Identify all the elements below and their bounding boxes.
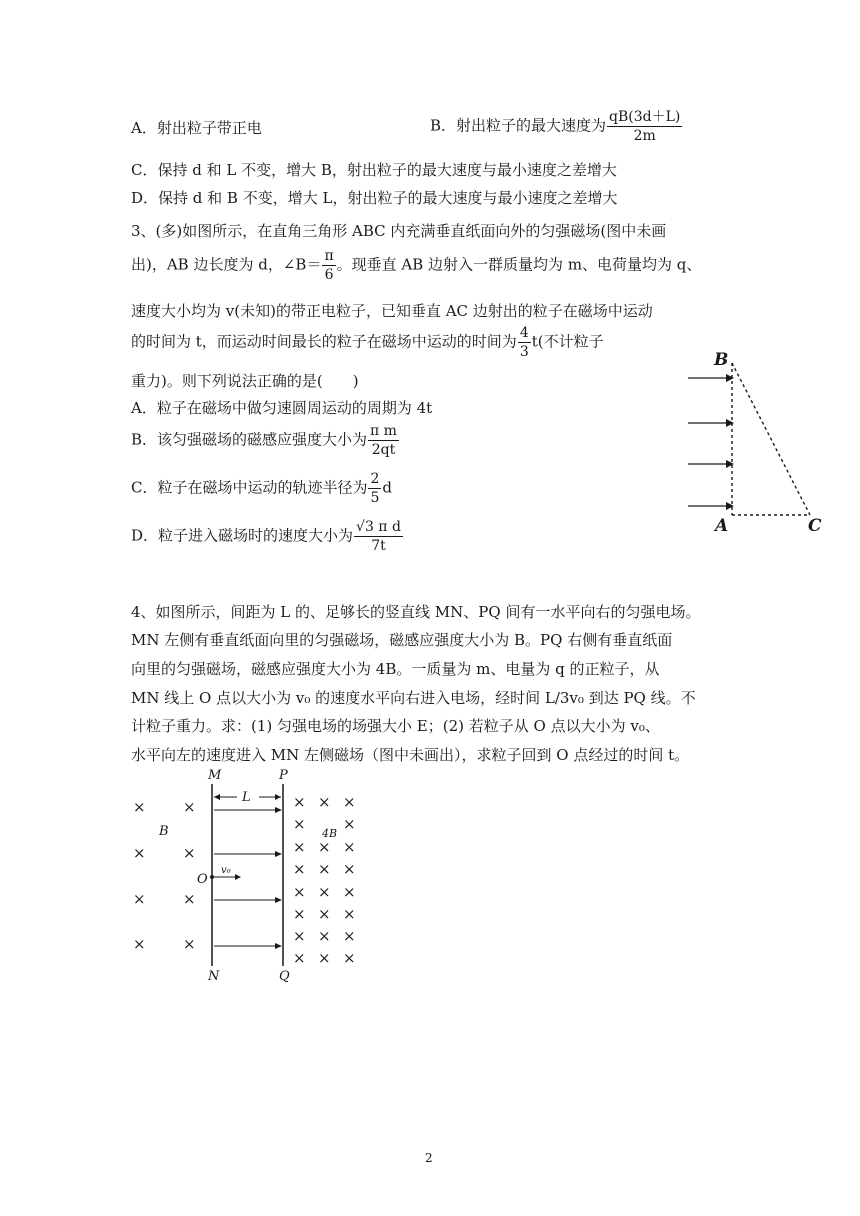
q3-line-4 (131, 324, 604, 361)
q3-triangle-figure (680, 345, 830, 535)
svg-text:×: × (183, 935, 196, 953)
triangle-edges (732, 363, 810, 515)
fraction-numerator: qB(3d＋L) (609, 109, 681, 125)
svg-text:×: × (293, 949, 306, 967)
right-field-crosses (293, 793, 356, 967)
electric-field-arrows (214, 807, 282, 949)
arrowhead (726, 419, 734, 427)
label-o: O (197, 872, 208, 887)
svg-text:×: × (293, 860, 306, 878)
svg-text:×: × (318, 905, 331, 923)
svg-text:×: × (293, 905, 306, 923)
q2-option-b-fraction (607, 108, 682, 145)
svg-text:×: × (343, 838, 356, 856)
svg-text:×: × (293, 815, 306, 833)
q4-field-figure (125, 766, 370, 986)
q4-line-5: 计粒子重力。求：(1) 匀强电场的场强大小 E；(2) 若粒子从 O 点以大小为 v₀、 (131, 717, 660, 735)
svg-text:×: × (318, 883, 331, 901)
svg-text:×: × (343, 815, 356, 833)
svg-text:×: × (343, 860, 356, 878)
svg-text:×: × (343, 949, 356, 967)
fraction-denominator: 7t (371, 538, 386, 554)
svg-text:×: × (318, 793, 331, 811)
edge-bc (732, 363, 810, 515)
fraction-denominator: 2m (633, 128, 656, 144)
q2-option-b (430, 108, 683, 145)
q3-option-c (131, 470, 392, 507)
svg-text:×: × (318, 838, 331, 856)
q3-option-a: A．粒子在磁场中做匀速圆周运动的周期为 4t (131, 399, 433, 417)
q4-line-6: 水平向左的速度进入 MN 左侧磁场（图中未画出），求粒子回到 O 点经过的时间 t。 (131, 746, 690, 764)
q3-time-fraction (518, 324, 531, 361)
svg-text:×: × (183, 798, 196, 816)
q2-option-a: A．射出粒子带正电 (131, 119, 262, 137)
svg-text:×: × (133, 935, 146, 953)
fraction-numerator: 4 (519, 325, 529, 341)
vertex-c-label: C (808, 516, 822, 535)
q3-option-b-text: B．该匀强磁场的磁感应强度大小为 (131, 430, 368, 449)
fraction-numerator: π m (370, 423, 397, 439)
velocity-arrowhead (235, 874, 241, 880)
arrowhead (726, 502, 734, 510)
q4-line-2: MN 左侧有垂直纸面向里的匀强磁场，磁感应强度大小为 B。PQ 右侧有垂直纸面 (131, 631, 673, 649)
q3-line-4-b: t(不计粒子 (531, 332, 604, 351)
fraction-numerator: 2 (370, 471, 380, 487)
fraction-denominator: 5 (370, 490, 380, 506)
q3-line-2 (131, 247, 701, 284)
svg-text:×: × (343, 905, 356, 923)
q4-line-4: MN 线上 O 点以大小为 v₀ 的速度水平向右进入电场，经时间 L/3v₀ 到达 PQ 线。不 (131, 689, 696, 707)
q3-option-b (131, 422, 400, 459)
arrowhead (726, 374, 734, 382)
svg-text:×: × (318, 927, 331, 945)
svg-text:×: × (318, 949, 331, 967)
label-v0: v₀ (221, 865, 231, 876)
left-field-crosses (133, 798, 196, 953)
q4-line-3: 向里的匀强磁场，磁感应强度大小为 4B。一质量为 m、电量为 q 的正粒子，从 (131, 660, 660, 678)
q2-option-d: D．保持 d 和 B 不变，增大 L，射出粒子的最大速度与最小速度之差增大 (131, 189, 618, 207)
svg-text:×: × (318, 860, 331, 878)
svg-text:×: × (293, 883, 306, 901)
q4-line-1: 4、如图所示，间距为 L 的、足够长的竖直线 MN、PQ 间有一水平向右的匀强电场。 (131, 603, 701, 621)
svg-text:×: × (343, 793, 356, 811)
q3-option-d (131, 518, 404, 555)
q3-option-b-fraction (368, 422, 399, 459)
q3-option-c-suffix: d (382, 478, 393, 497)
label-n: N (208, 969, 220, 984)
q3-option-c-text: C．粒子在磁场中运动的轨迹半径为 (131, 478, 368, 497)
vertex-a-label: A (715, 516, 729, 535)
svg-text:×: × (183, 844, 196, 862)
svg-text:×: × (133, 844, 146, 862)
svg-text:×: × (293, 793, 306, 811)
q3-line-5: 重力)。则下列说法正确的是( ) (131, 372, 359, 390)
fraction-denominator: 3 (519, 344, 529, 360)
svg-text:×: × (293, 927, 306, 945)
q3-option-c-fraction (368, 470, 381, 507)
vertex-b-label: B (714, 350, 729, 370)
page-number: 2 (425, 1151, 433, 1165)
q2-option-c: C．保持 d 和 L 不变，增大 B，射出粒子的最大速度与最小速度之差增大 (131, 161, 617, 179)
label-l: L (242, 790, 251, 805)
fraction-numerator: √3 π d (356, 519, 401, 535)
q3-line-1: 3、(多)如图所示，在直角三角形 ABC 内充满垂直纸面向外的匀强磁场(图中未画 (131, 222, 667, 240)
fraction-numerator: π (324, 248, 334, 264)
label-4b: 4B (322, 827, 338, 840)
label-p: P (279, 768, 288, 783)
q3-line-2-a: 出)，AB 边长度为 d，∠B＝ (131, 255, 322, 274)
q3-line-4-a: 的时间为 t，而运动时间最长的粒子在磁场中运动的时间为 (131, 332, 517, 351)
fraction-denominator: 2qt (371, 442, 396, 458)
q2-option-b-text: B．射出粒子的最大速度为 (430, 116, 607, 135)
fraction-denominator: 6 (324, 267, 334, 283)
svg-text:×: × (133, 890, 146, 908)
q3-line-3: 速度大小均为 v(未知)的带正电粒子，已知垂直 AC 边射出的粒子在磁场中运动 (131, 302, 653, 320)
arrowhead (726, 460, 734, 468)
q3-angle-fraction (322, 247, 335, 284)
svg-text:×: × (183, 890, 196, 908)
label-q: Q (279, 969, 290, 984)
q3-line-2-b: 。现垂直 AB 边射入一群质量均为 m、电荷量均为 q、 (336, 255, 702, 274)
svg-text:×: × (133, 798, 146, 816)
label-b-left: B (159, 824, 169, 839)
label-m: M (208, 768, 222, 783)
q3-option-d-fraction (354, 518, 403, 555)
svg-text:×: × (293, 838, 306, 856)
incoming-arrows (688, 374, 734, 510)
svg-text:×: × (343, 883, 356, 901)
q3-option-d-text: D．粒子进入磁场时的速度大小为 (131, 526, 354, 545)
svg-text:×: × (343, 927, 356, 945)
